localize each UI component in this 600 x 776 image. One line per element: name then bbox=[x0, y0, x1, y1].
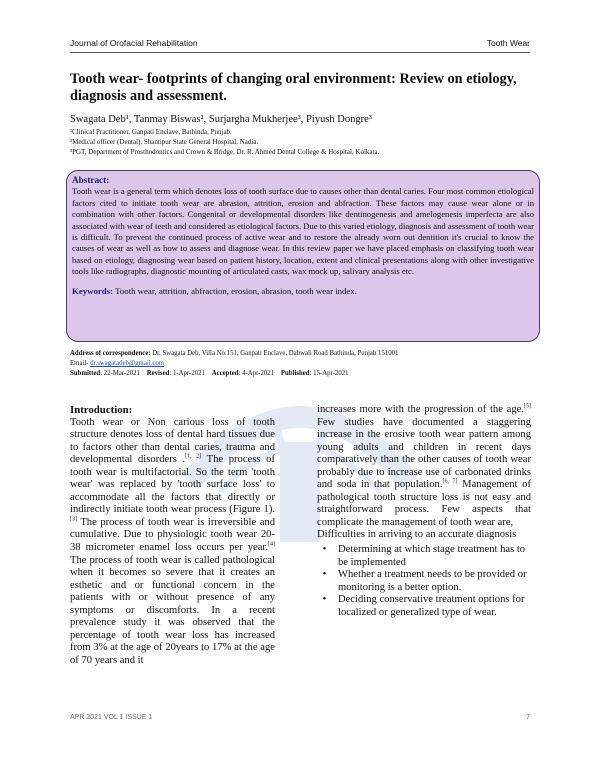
published-date: : 15-Apr-2021 bbox=[309, 370, 349, 377]
affiliation-2: ²Medical officer (Dental), Shantipur State General Hospital, Nadia. bbox=[70, 138, 259, 146]
page-number: 7 bbox=[526, 714, 530, 721]
submitted-date: : 22-Mar-2021 bbox=[100, 370, 140, 377]
intro-heading: Introduction: bbox=[70, 404, 133, 416]
bullet-icon: • bbox=[322, 544, 327, 556]
issue-info: APR 2021 VOL 1 ISSUE 1 bbox=[70, 714, 153, 721]
page-footer bbox=[70, 714, 530, 721]
list-item bbox=[317, 594, 531, 619]
abstract-heading: Abstract: bbox=[72, 175, 110, 185]
intro-text-1a: Tooth wear or Non carious loss of tooth structure denotes loss of dental hard tissues due to factors other than dental caries, trauma and developmental disorders . bbox=[70, 416, 275, 466]
intro-text-1b: The process of tooth wear is multifactorial. So the term 'tooth wear' was replaced by 'tooth surface loss' to accommodate all the factors that directly or indirectly initiate tooth wear process (Figure 1). bbox=[70, 454, 275, 516]
difficulties-list bbox=[317, 544, 531, 619]
citation-6-7[interactable]: [6, 7] bbox=[442, 478, 458, 485]
keywords bbox=[72, 286, 534, 297]
journal-name: Journal of Orofacial Rehabilitation bbox=[70, 38, 198, 48]
list-item-text: Whether a treatment needs to be provided or monitoring is a better option. bbox=[338, 569, 527, 593]
keywords-list: Tooth wear, attrition, abfraction, erosion, abrasion, tooth wear index. bbox=[113, 285, 357, 296]
abstract-box bbox=[66, 170, 540, 342]
intro-paragraph-2 bbox=[317, 404, 531, 529]
revised-label: Revised bbox=[146, 370, 170, 377]
running-header bbox=[70, 38, 530, 53]
revised-date: : 1-Apr-2021 bbox=[169, 370, 205, 377]
correspondence-label: Address of correspondence: bbox=[70, 350, 151, 357]
accepted-date: : 4-Apr-2021 bbox=[238, 370, 275, 377]
affiliation-1: ¹Clinical Practitioner, Ganpati Enclave, Bathinda, Punjab. bbox=[70, 128, 232, 136]
bullet-icon: • bbox=[322, 594, 327, 606]
intro-right-column bbox=[317, 404, 531, 619]
intro-text-1c: The process of tooth wear is irreversible and cumulative. Due to physiologic tooth wear 20-38 micrometer enamel loss occurs per year. bbox=[70, 516, 275, 554]
intro-paragraph-3: Difficulties in arriving to an accurate diagnosis bbox=[317, 529, 517, 541]
correspondence-address: Dr. Swagata Deb, Villa No.151, Ganpati Enclave, Dabwali Road Bathinda, Punjab 151001 bbox=[150, 350, 399, 357]
section-name: Tooth Wear bbox=[486, 38, 530, 48]
affiliations bbox=[70, 127, 379, 157]
accepted-label: Accepted bbox=[211, 370, 239, 377]
intro-left-column bbox=[70, 404, 275, 667]
bullet-icon: • bbox=[322, 569, 327, 581]
list-item bbox=[317, 544, 531, 569]
list-item-text: Determining at which stage treatment has to be implemented bbox=[338, 544, 526, 568]
author-list: Swagata Deb¹, Tanmay Biswas², Surjargha Mukherjee³, Piyush Dongre³ bbox=[70, 114, 372, 125]
citation-4[interactable]: [4] bbox=[268, 541, 275, 548]
article-title: Tooth wear- footprints of changing oral environment: Review on etiology, diagnosis and assessment. bbox=[70, 71, 517, 104]
intro-paragraph-1 bbox=[70, 417, 275, 668]
intro-text-2c: Management of pathological tooth structure loss is not easy and straightforward process. Few aspects that complicate the management of tooth wear are, bbox=[317, 479, 531, 528]
citation-3[interactable]: [3] bbox=[70, 516, 77, 523]
keywords-label: Keywords: bbox=[72, 285, 114, 296]
intro-text-2b: Few studies have documented a staggering increase in the erosive tooth wear pattern among young adults and children in recent days comparatively than the other causes of tooth wear probably due to increase use of carbonated drinks and soda in that population. bbox=[317, 416, 531, 491]
affiliation-3: ³PGT, Department of Prosthodontics and Crown & Bridge, Dr. R. Ahmed Dental College & Hospital, Kolkata. bbox=[70, 148, 380, 156]
email-link[interactable]: dr.swagatadeb@gmail.com bbox=[90, 360, 165, 367]
list-item bbox=[317, 569, 531, 594]
email-label: Email- bbox=[70, 360, 91, 367]
intro-text-1d: The process of tooth wear is called pathological when it becomes so severe that it creates an esthetic and or functional concern in the patients with or without presence of any symptoms or discomforts. In a recent prevalence study it was observed that the percentage of tooth wear loss has increased from 3% at the age of 20years to 17% at the age of 70 years and it bbox=[70, 554, 275, 666]
citation-1-2[interactable]: [1, 2] bbox=[185, 453, 202, 460]
published-label: Published bbox=[280, 370, 310, 377]
citation-5[interactable]: [5] bbox=[524, 403, 531, 410]
abstract-text: Tooth wear is a general term which denotes loss of tooth surface due to causes other than dental caries. Four most common etiological factors cited to initiate tooth wear are abrasion, attrition, erosion and abfraction. These factors may cause wear alone or in combination with other factors. Congenital or developmental disorders like dentinogenesis and amelogenesis imperfecta are also associated with wear of teeth and considered as etiological factors. Due to this varied etiology, diagnosis and assessment of tooth wear is difficult. To prevent the continued process of active wear and to restore the already worn out dentition it's crucial to know the causes of wear as well as how to assess and diagnose wear. In this review paper we have placed emphasis on classifying tooth wear based on etiology, diagnosing wear based on patient history, location, extent and clinical presentations along with other investigative tools like radiographs, diagnostic mounting of articulated casts, wax mock up, salivary analysis etc. bbox=[72, 186, 534, 277]
list-item-text: Deciding conservative treatment options for localized or generalized type of wear. bbox=[338, 594, 525, 618]
intro-text-2a: increases more with the progression of the age. bbox=[317, 404, 524, 415]
submitted-label: Submitted bbox=[70, 370, 101, 377]
